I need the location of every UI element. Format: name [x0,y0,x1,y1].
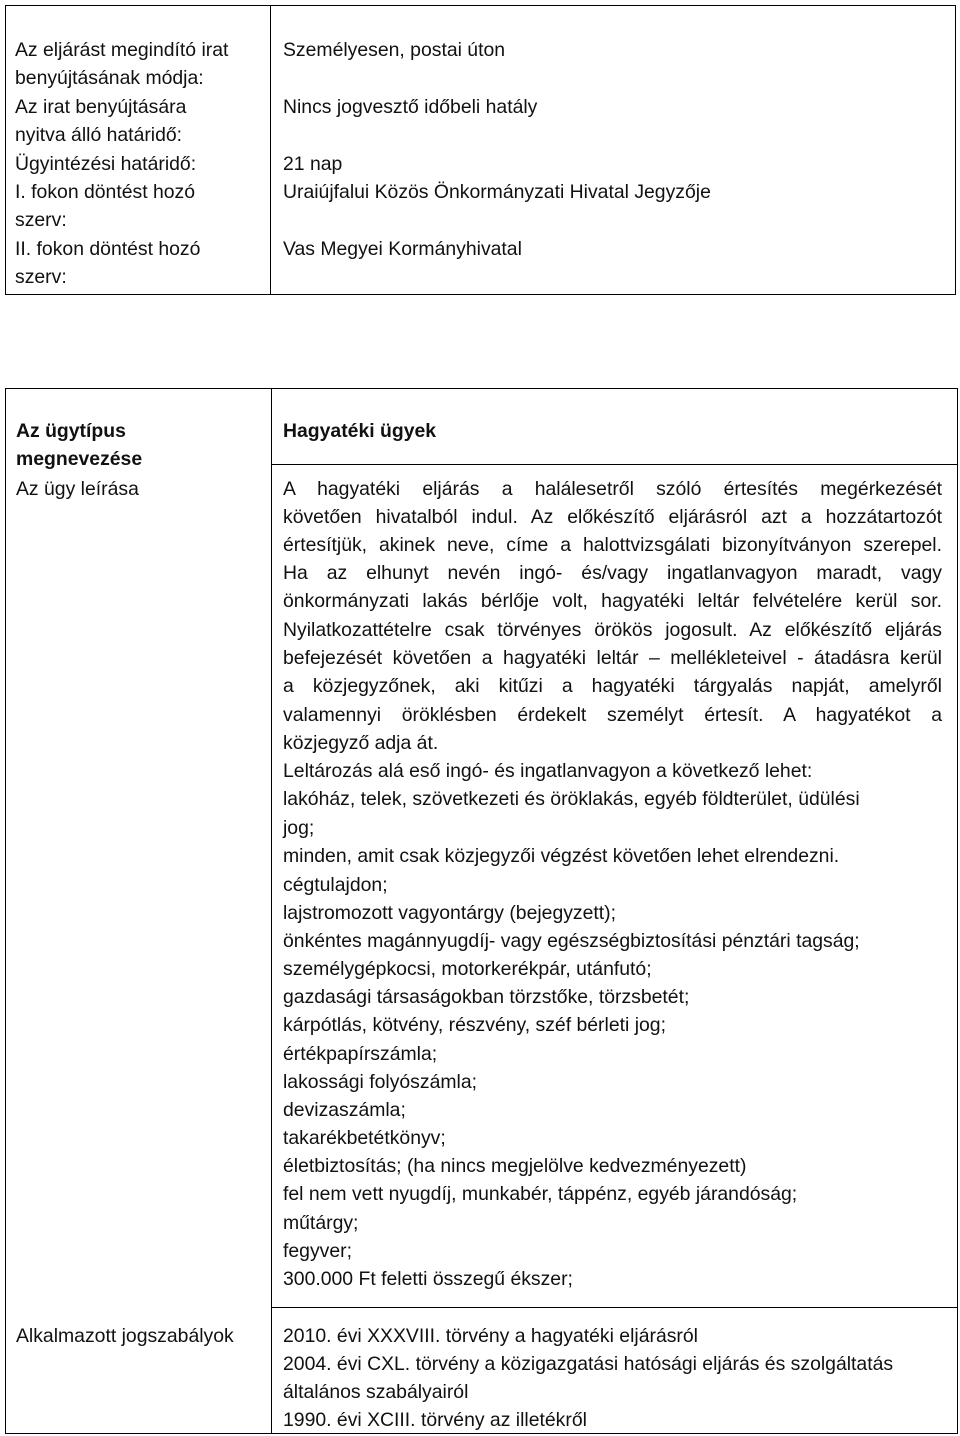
submission-method-value: Személyesen, postai úton [283,39,506,61]
case-type-label: Az ügytípus [16,420,126,442]
info-labels-column [6,6,271,295]
law-item: 1990. évi XCIII. törvény az illetékről [283,1409,587,1431]
asset-item: műtárgy; [283,1212,359,1234]
law-item: 2004. évi CXL. törvény a közigazgatási hatósági eljárás és szolgáltatás [283,1353,894,1375]
asset-item: személygépkocsi, motorkerékpár, utánfutó; [283,958,652,980]
second-instance-authority-value: Vas Megyei Kormányhivatal [283,238,522,260]
case-type-label: megnevezése [16,448,143,470]
asset-item: értékpapírszámla; [283,1043,438,1065]
info-label: Az irat benyújtására [15,96,187,118]
applicable-law-label: Alkalmazott jogszabályok [16,1325,234,1347]
info-label: Az eljárást megindító irat [15,39,229,61]
description-line: Ha az elhunyt nevén ingó- és/vagy ingatlanvagyon maradt, vagy [283,562,942,584]
row-divider [272,1307,957,1308]
description-line: valamennyi öröklésben érdekelt személyt értesít. A hagyatékot a [283,704,942,726]
case-description-table [5,388,958,1434]
asset-item: életbiztosítás; (ha nincs megjelölve kedvezményezett) [283,1155,747,1177]
asset-item: gazdasági társaságokban törzstőke, törzsbetét; [283,986,690,1008]
description-line: követően hivatalból indul. Az előkészítő eljárásról azt a hozzátartozót [283,506,942,528]
asset-item: devizaszámla; [283,1099,406,1121]
asset-item: kárpótlás, kötvény, részvény, széf bérleti jog; [283,1014,666,1036]
asset-item: cégtulajdon; [283,874,388,896]
case-labels-column [6,389,272,1434]
case-description-label: Az ügy leírása [16,478,139,500]
description-line: befejezését követően a hagyatéki leltár – mellékleteivel - átadásra kerül [283,647,942,669]
asset-item: jog; [283,817,315,839]
law-item: 2010. évi XXXVIII. törvény a hagyatéki eljárásról [283,1325,698,1347]
asset-item: fegyver; [283,1240,352,1262]
procedure-info-table [5,5,956,295]
row-divider [272,464,957,465]
first-instance-authority-value: Uraiújfalui Közös Önkormányzati Hivatal Jegyzője [283,181,711,203]
description-line: A hagyatéki eljárás a halálesetről szóló értesítés megérkezését [283,478,942,500]
asset-item: lakóház, telek, szövetkezeti és öröklakás, egyéb földterület, üdülési [283,788,860,810]
description-line: önkormányzati lakás bérlője volt, hagyatéki leltár felvételére kerül sor. [283,590,942,612]
info-label: II. fokon döntést hozó [15,238,201,260]
info-label: Ügyintézési határidő: [15,153,197,175]
description-line: közjegyző adja át. [283,732,439,754]
case-type-value: Hagyatéki ügyek [283,420,437,442]
processing-deadline-value: 21 nap [283,153,343,175]
law-item: általános szabályairól [283,1381,469,1403]
case-values-column [272,389,958,1434]
description-line: értesítjük, akinek neve, címe a halottvizsgálati bizonyítványon szerepel. [283,534,942,556]
info-label: szerv: [15,266,67,288]
description-line: Nyilatkozattételre csak törvényes örökös jogosult. Az előkészítő eljárás [283,619,942,641]
asset-item: önkéntes magánnyugdíj- vagy egészségbiztosítási pénztári tagság; [283,930,860,952]
asset-item: lakossági folyószámla; [283,1071,477,1093]
asset-item: 300.000 Ft feletti összegű ékszer; [283,1268,573,1290]
submission-deadline-value: Nincs jogvesztő időbeli hatály [283,96,538,118]
asset-item: fel nem vett nyugdíj, munkabér, táppénz, egyéb járandóság; [283,1183,798,1205]
info-label: szerv: [15,209,67,231]
asset-item: minden, amit csak közjegyzői végzést követően lehet elrendezni. [283,845,840,867]
info-values-column [271,6,956,295]
asset-item: takarékbetétkönyv; [283,1127,446,1149]
info-label: nyitva álló határidő: [15,124,183,146]
asset-item: lajstromozott vagyontárgy (bejegyzett); [283,902,617,924]
info-label: benyújtásának módja: [15,67,204,89]
assets-intro: Leltározás alá eső ingó- és ingatlanvagyon a következő lehet: [283,760,813,782]
description-line: a közjegyzőnek, aki kitűzi a hagyatéki tárgyalás napját, amelyről [283,675,942,697]
info-label: I. fokon döntést hozó [15,181,196,203]
